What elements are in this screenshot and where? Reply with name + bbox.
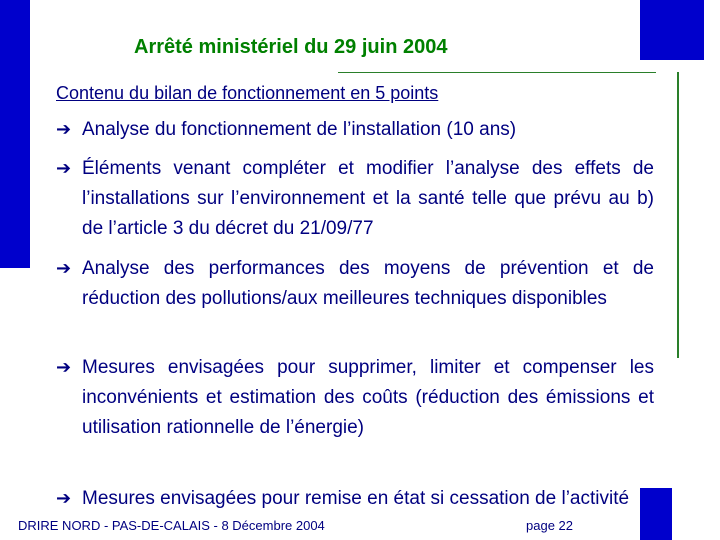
right-arrow-icon: ➔ xyxy=(56,258,72,279)
right-arrow-icon: ➔ xyxy=(56,488,72,509)
bullet-item xyxy=(56,115,654,145)
right-arrow-icon: ➔ xyxy=(56,119,72,140)
footer-page-number: page 22 xyxy=(526,518,573,533)
bullet-text: Analyse du fonctionnement de l’installation (10 ans) xyxy=(82,119,517,140)
right-arrow-icon: ➔ xyxy=(56,158,72,179)
bullet-item xyxy=(56,484,654,514)
top-right-blue-block xyxy=(640,0,704,60)
slide-title: Arrêté ministériel du 29 juin 2004 xyxy=(134,36,448,58)
bullet-item xyxy=(56,353,654,443)
footer-organization: DRIRE NORD - PAS-DE-CALAIS - 8 Décembre 2004 xyxy=(18,518,325,533)
bullet-item xyxy=(56,254,654,314)
left-blue-bar xyxy=(0,0,30,268)
right-arrow-icon: ➔ xyxy=(56,357,72,378)
bullet-item xyxy=(56,154,654,244)
title-rule xyxy=(338,72,656,73)
bullet-text: Mesures envisagées pour remise en état si cessation de l’activité xyxy=(82,488,630,509)
right-vertical-rule xyxy=(677,72,679,358)
slide-subtitle: Contenu du bilan de fonctionnement en 5 points xyxy=(56,83,439,103)
bullet-text: Analyse des performances des moyens de prévention et de réduction des pollutions/aux meilleures techniques disponibles xyxy=(82,258,654,309)
bullet-text: Éléments venant compléter et modifier l’analyse des effets de l’installations sur l’environnement et la santé telle que prévu au b) de l’article 3 du décret du 21/09/77 xyxy=(82,158,654,239)
bullet-text: Mesures envisagées pour supprimer, limiter et compenser les inconvénients et estimation des coûts (réduction des émissions et utilisation rationnelle de l’énergie) xyxy=(82,357,654,438)
